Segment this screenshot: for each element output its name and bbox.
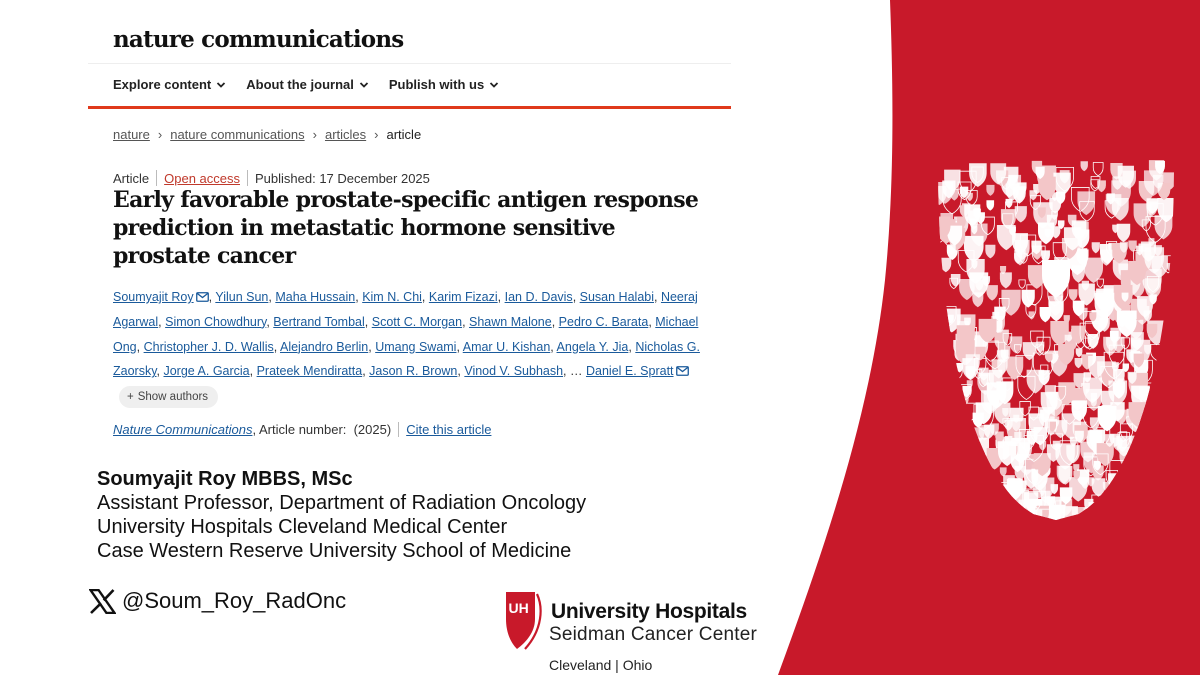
journal-link[interactable]: Nature Communications	[113, 422, 253, 437]
mini-shield-shape	[1072, 265, 1085, 282]
nav-accent-rule	[88, 106, 731, 109]
meta-divider	[247, 170, 248, 186]
mini-shield-shape	[941, 258, 952, 273]
author-link[interactable]: Simon Chowdhury	[165, 314, 267, 329]
mini-shield-shape	[1093, 162, 1103, 175]
uh-city: Cleveland	[549, 657, 612, 673]
nav-label: About the journal	[246, 77, 354, 92]
mini-shield-shape	[985, 245, 995, 259]
chevron-right-icon: ›	[374, 127, 379, 142]
mini-shield-shape	[1081, 161, 1088, 171]
presenter-affiliation-1: University Hospitals Cleveland Medical Center	[97, 516, 508, 538]
author-link[interactable]: Jorge A. Garcia	[163, 364, 250, 379]
mini-shield-shape	[951, 274, 961, 287]
nav-publish-with-us[interactable]	[389, 77, 499, 92]
nav-label: Publish with us	[388, 77, 485, 92]
author-link[interactable]: Susan Halabi	[579, 290, 654, 304]
author-link[interactable]: Alejandro Berlin	[279, 339, 369, 354]
open-access-link[interactable]: Open access	[164, 170, 240, 186]
cite-this-article-link[interactable]: Cite this article	[406, 422, 492, 437]
published-date: Published: 17 December 2025	[255, 170, 430, 186]
breadcrumb-nature[interactable]: nature	[113, 127, 150, 142]
author-link[interactable]: Prateek Mendiratta	[256, 364, 363, 379]
chevron-down-icon	[489, 80, 499, 90]
mini-shield-shape	[1023, 342, 1036, 360]
mini-shield-shape	[1092, 478, 1106, 496]
chevron-down-icon	[216, 80, 226, 90]
mini-shield-shape	[1092, 495, 1108, 517]
mini-shield-shape	[997, 225, 1016, 250]
main-nav	[113, 77, 499, 92]
author-link[interactable]: Soumyajit Roy	[113, 290, 194, 304]
author-list: Soumyajit Roy , Yilun Sun, Maha Hussain, Kim N. Chi, Karim Fizazi, Ian D. Davis, Susan Halabi, Neeraj Agarwal, Simon Chowdhury, Bertrand Tombal, Scott C. Morgan, Shawn Malone, Pedro C. Barata, Michael Ong, Christopher J. D. Wallis, Alejandro Berlin, Umang Swami, Amar U. Kishan, Angela Y. Jia, Nicholas G. Zaorsky, Jorge A. Garcia, Prateek Mendiratta, Jason R. Brown, Vinod V. Subhash, … Daniel E. Spratt + Show authors	[113, 285, 703, 409]
mini-shield-shape	[1108, 473, 1120, 490]
article-type: Article	[113, 170, 150, 186]
author-link[interactable]: Amar U. Kishan	[462, 339, 551, 354]
uh-shield-icon	[503, 589, 547, 653]
journal-brand[interactable]: nature communications	[113, 26, 404, 53]
twitter-handle: @Soum_Roy_RadOnc	[122, 588, 347, 613]
show-authors-button[interactable]	[119, 386, 218, 408]
author-link[interactable]: Shawn Malone	[469, 314, 552, 329]
breadcrumb-articles[interactable]: articles	[324, 127, 367, 142]
article-number: , Article number: (2025)	[252, 422, 392, 437]
mini-shield-shape	[1019, 280, 1025, 289]
presenter-name: Soumyajit Roy MBBS, MSc	[97, 468, 353, 490]
show-authors-label: Show authors	[137, 391, 209, 404]
author-link[interactable]: Scott C. Morgan	[371, 314, 463, 329]
author-link[interactable]: Daniel E. Spratt	[585, 364, 674, 379]
chevron-right-icon: ›	[157, 127, 163, 142]
mini-shield-shape	[1088, 502, 1098, 515]
location-divider: |	[615, 657, 619, 673]
plus-icon: +	[127, 391, 134, 404]
nav-top-divider	[88, 63, 731, 64]
uh-name: University Hospitals	[551, 600, 747, 623]
uh-mark: UH	[508, 600, 529, 616]
mini-shield-shape	[1040, 307, 1051, 322]
author-link[interactable]: Neeraj Agarwal	[113, 290, 698, 329]
author-link[interactable]: Kim N. Chi	[362, 290, 422, 304]
author-link[interactable]: Bertrand Tombal	[273, 314, 365, 329]
author-link[interactable]: Umang Swami	[375, 339, 457, 354]
article-title: Early favorable prostate-specific antigen response prediction in metastatic hormone sensitive prostate cancer	[113, 187, 699, 269]
mini-shield-shape	[1069, 289, 1078, 301]
mini-shield-shape	[1015, 206, 1027, 222]
mini-shield-shape	[1110, 460, 1129, 486]
mini-shield-shape	[1097, 279, 1103, 288]
author-link[interactable]: Yilun Sun	[215, 290, 269, 304]
authors-ellipsis: …	[570, 364, 583, 379]
breadcrumb-current: article	[386, 127, 422, 142]
chevron-right-icon: ›	[312, 127, 317, 142]
meta-divider	[156, 170, 157, 186]
mini-shield-shape	[986, 285, 998, 301]
mini-shield-shape	[1000, 272, 1012, 288]
mini-shield-shape	[1155, 215, 1173, 239]
author-link[interactable]: Vinod V. Subhash	[464, 364, 564, 379]
presenter-info	[97, 467, 586, 563]
mail-icon[interactable]	[676, 366, 689, 376]
author-link[interactable]: Angela Y. Jia	[556, 339, 629, 354]
chevron-down-icon	[359, 80, 369, 90]
mini-shield-shape	[1092, 242, 1100, 253]
author-link[interactable]: Maha Hussain	[275, 290, 356, 304]
nav-about-journal[interactable]	[246, 77, 369, 92]
author-link[interactable]: Michael Ong	[113, 314, 699, 354]
breadcrumb-nature-communications[interactable]: nature communications	[170, 127, 305, 142]
mini-shield-shape	[1151, 344, 1163, 360]
mini-shield-shape	[986, 200, 994, 210]
mini-shield-shape	[1022, 290, 1035, 308]
uh-location	[549, 657, 652, 673]
author-link[interactable]: Nicholas G. Zaorsky	[113, 339, 700, 379]
presenter-role: Assistant Professor, Department of Radiation Oncology	[97, 492, 587, 514]
nav-explore-content[interactable]	[113, 77, 226, 92]
mini-shield-shape	[1117, 224, 1131, 242]
x-logo-icon	[89, 589, 116, 614]
author-link[interactable]: Ian D. Davis	[504, 290, 573, 304]
uh-seidman-logo	[503, 589, 758, 675]
social-handle	[89, 588, 346, 614]
center-shield-shape	[1042, 260, 1070, 298]
mail-icon[interactable]	[196, 292, 209, 302]
mini-shield-shape	[1075, 358, 1083, 368]
mini-shield-shape	[1090, 417, 1100, 430]
cite-divider	[398, 422, 399, 437]
author-link[interactable]: Pedro C. Barata	[558, 314, 649, 329]
nav-label: Explore content	[113, 77, 212, 92]
author-link[interactable]: Christopher J. D. Wallis	[143, 339, 274, 354]
breadcrumb	[113, 127, 421, 142]
author-link[interactable]: Jason R. Brown	[369, 364, 458, 379]
author-link[interactable]: Karim Fizazi	[428, 290, 498, 304]
article-meta	[113, 170, 430, 186]
citation-line	[113, 422, 491, 437]
mini-shield-shape	[1119, 447, 1136, 470]
mini-shield-shape	[1013, 186, 1026, 203]
shield-mosaic-art	[936, 160, 1176, 525]
mini-shield-shape	[986, 185, 994, 196]
uh-subname: Seidman Cancer Center	[549, 624, 758, 645]
uh-state: Ohio	[622, 657, 653, 673]
mini-shield-shape	[1128, 240, 1136, 251]
presenter-affiliation-2: Case Western Reserve University School of Medicine	[97, 540, 572, 562]
mini-shield-shape	[972, 292, 983, 307]
